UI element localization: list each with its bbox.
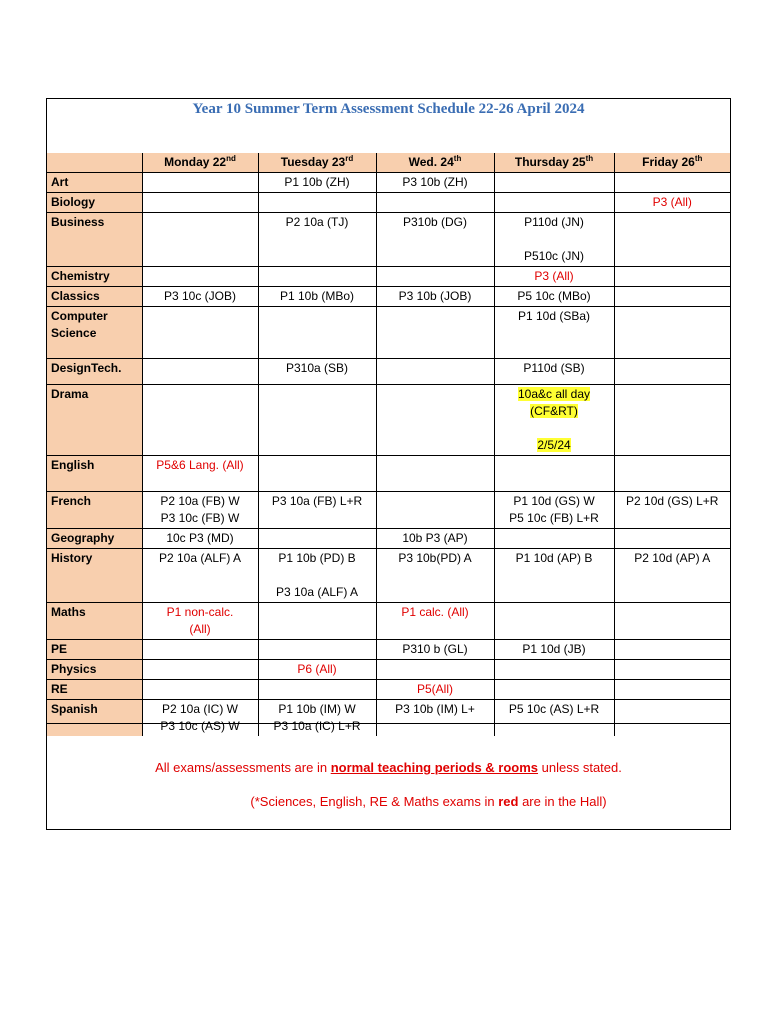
schedule-cell xyxy=(494,603,614,640)
schedule-cell xyxy=(376,660,494,680)
cell-line xyxy=(499,231,610,248)
cell-line: P3 10c (FB) W xyxy=(160,511,240,525)
cell-line: P310a (SB) xyxy=(285,361,349,375)
cell-line: P3 (All) xyxy=(534,269,574,283)
schedule-cell xyxy=(494,640,614,660)
schedule-cell xyxy=(376,307,494,359)
cell-line: P1 calc. (All) xyxy=(401,605,469,619)
schedule-cell xyxy=(494,193,614,213)
cell-line xyxy=(263,567,372,584)
table-row xyxy=(47,193,730,213)
schedule-cell xyxy=(258,193,376,213)
schedule-cell xyxy=(494,680,614,700)
schedule-cell xyxy=(376,680,494,700)
schedule-cell xyxy=(258,287,376,307)
schedule-cell xyxy=(142,492,258,529)
subject-label: History xyxy=(47,549,142,603)
schedule-cell xyxy=(614,359,730,385)
schedule-cell xyxy=(258,267,376,287)
table-row xyxy=(47,456,730,492)
schedule-cell xyxy=(494,529,614,549)
schedule-cell xyxy=(376,173,494,193)
schedule-cell xyxy=(142,267,258,287)
schedule-cell xyxy=(494,267,614,287)
schedule-table xyxy=(47,153,730,736)
cell-line: P5 10c (FB) L+R xyxy=(509,511,599,525)
cell-line: P1 10b (PD) B xyxy=(278,551,356,565)
table-row xyxy=(47,307,730,359)
schedule-cell xyxy=(376,267,494,287)
schedule-cell xyxy=(494,287,614,307)
subject-label: Chemistry xyxy=(47,267,142,287)
subject-label: Biology xyxy=(47,193,142,213)
table-row xyxy=(47,359,730,385)
schedule-cell xyxy=(376,549,494,603)
schedule-cell xyxy=(258,307,376,359)
schedule-cell xyxy=(614,492,730,529)
cell-line xyxy=(499,437,610,454)
cell-line: 10c P3 (MD) xyxy=(166,531,234,545)
day-header: Tuesday 23rd xyxy=(258,153,376,173)
table-row xyxy=(47,287,730,307)
cell-line: 10b P3 (AP) xyxy=(402,531,468,545)
schedule-cell xyxy=(614,660,730,680)
schedule-cell xyxy=(376,213,494,267)
subject-label: Business xyxy=(47,213,142,267)
cell-line xyxy=(499,403,610,420)
day-header: Friday 26th xyxy=(614,153,730,173)
schedule-cell xyxy=(258,492,376,529)
schedule-cell xyxy=(142,307,258,359)
subject-label: DesignTech. xyxy=(47,359,142,385)
schedule-cell xyxy=(614,529,730,549)
schedule-cell xyxy=(376,385,494,456)
subject-label: Spanish xyxy=(47,700,142,737)
schedule-cell xyxy=(376,603,494,640)
schedule-cell xyxy=(142,173,258,193)
schedule-cell xyxy=(494,173,614,193)
cell-line: P1 10b (IM) W xyxy=(278,702,356,716)
page-title: Year 10 Summer Term Assessment Schedule 22-26 April 2024 xyxy=(47,99,730,154)
cell-line: P2 10d (AP) A xyxy=(634,551,711,565)
cell-line: P3 10a (FB) L+R xyxy=(271,494,363,508)
schedule-cell xyxy=(142,549,258,603)
schedule-cell xyxy=(142,456,258,492)
schedule-cell xyxy=(142,603,258,640)
schedule-cell xyxy=(494,385,614,456)
table-row xyxy=(47,492,730,529)
cell-line: P2 10a (TJ) xyxy=(285,215,349,229)
schedule-cell xyxy=(142,660,258,680)
schedule-cell xyxy=(258,456,376,492)
schedule-cell xyxy=(494,213,614,267)
subject-label: Computer Science xyxy=(47,307,142,359)
schedule-cell xyxy=(142,193,258,213)
schedule-cell xyxy=(142,385,258,456)
schedule-cell xyxy=(614,680,730,700)
table-row xyxy=(47,173,730,193)
cell-line: P5 10c (AS) L+R xyxy=(508,702,600,716)
cell-line: P3 10b (JOB) xyxy=(398,289,472,303)
schedule-cell xyxy=(376,640,494,660)
subject-label: Geography xyxy=(47,529,142,549)
cell-line: P2 10a (FB) W xyxy=(160,494,240,508)
cell-line: P1 10b (MBo) xyxy=(279,289,355,303)
cell-line: (All) xyxy=(189,622,211,636)
cell-line: P3 10b (ZH) xyxy=(402,175,468,189)
schedule-cell xyxy=(142,287,258,307)
footer-notes xyxy=(47,723,730,829)
table-row xyxy=(47,267,730,287)
day-header: Thursday 25th xyxy=(494,153,614,173)
schedule-cell xyxy=(494,307,614,359)
schedule-cell xyxy=(614,640,730,660)
subject-label: French xyxy=(47,492,142,529)
cell-line: P110d (SB) xyxy=(523,361,585,375)
cell-line: P1 10d (GS) W xyxy=(513,494,595,508)
cell-line: P5&6 Lang. (All) xyxy=(156,458,244,472)
cell-line xyxy=(499,386,610,403)
schedule-cell xyxy=(258,640,376,660)
header-row xyxy=(47,153,730,173)
schedule-cell xyxy=(258,660,376,680)
schedule-frame xyxy=(46,98,731,830)
subject-label: English xyxy=(47,456,142,492)
schedule-cell xyxy=(376,529,494,549)
subject-label: Classics xyxy=(47,287,142,307)
schedule-cell xyxy=(258,385,376,456)
schedule-cell xyxy=(258,549,376,603)
schedule-cell xyxy=(614,456,730,492)
schedule-cell xyxy=(614,307,730,359)
cell-line: P310b (DG) xyxy=(402,215,468,229)
schedule-cell xyxy=(376,193,494,213)
cell-line: P3 10b(PD) A xyxy=(398,551,472,565)
cell-line: P1 10d (AP) B xyxy=(515,551,593,565)
cell-line: P310 b (GL) xyxy=(402,642,468,656)
schedule-cell xyxy=(614,385,730,456)
schedule-cell xyxy=(142,359,258,385)
subject-label: Physics xyxy=(47,660,142,680)
highlight-text: 10a&c all day xyxy=(517,387,591,401)
schedule-cell xyxy=(614,173,730,193)
footer-line-1: All exams/assessments are in normal teaching periods & rooms unless stated. xyxy=(155,760,622,775)
cell-line: P1 10d (SBa) xyxy=(517,309,591,323)
cell-line: P6 (All) xyxy=(297,662,337,676)
cell-line: P5 10c (MBo) xyxy=(517,289,591,303)
schedule-cell xyxy=(142,680,258,700)
schedule-cell xyxy=(376,456,494,492)
schedule-cell xyxy=(258,529,376,549)
cell-line xyxy=(499,420,610,437)
schedule-cell xyxy=(614,213,730,267)
table-row xyxy=(47,640,730,660)
schedule-cell xyxy=(614,193,730,213)
schedule-cell xyxy=(376,287,494,307)
schedule-cell xyxy=(258,213,376,267)
schedule-cell xyxy=(494,359,614,385)
day-header: Monday 22nd xyxy=(142,153,258,173)
table-row xyxy=(47,385,730,456)
schedule-cell xyxy=(376,492,494,529)
subject-label: Art xyxy=(47,173,142,193)
highlight-text: (CF&RT) xyxy=(530,404,578,418)
schedule-cell xyxy=(258,173,376,193)
cell-line: P5(All) xyxy=(416,682,453,696)
schedule-cell xyxy=(258,359,376,385)
table-row xyxy=(47,549,730,603)
schedule-cell xyxy=(614,287,730,307)
subject-label: RE xyxy=(47,680,142,700)
cell-line: P3 10c (JOB) xyxy=(163,289,237,303)
cell-line: P3 10c (AS) W xyxy=(160,719,240,733)
schedule-cell xyxy=(614,549,730,603)
table-row xyxy=(47,680,730,700)
cell-line: P2 10a (IC) W xyxy=(161,702,239,716)
table-row xyxy=(47,660,730,680)
highlight-text: 2/5/24 xyxy=(537,438,571,452)
subject-label: PE xyxy=(47,640,142,660)
table-row xyxy=(47,529,730,549)
schedule-cell xyxy=(494,456,614,492)
schedule-cell xyxy=(142,213,258,267)
footer-line-2: (*Sciences, English, RE & Maths exams in red are in the Hall) xyxy=(250,794,607,809)
schedule-cell xyxy=(494,549,614,603)
cell-line: P3 10a (IC) L+R xyxy=(273,719,361,733)
cell-line: P110d (JN) xyxy=(524,215,584,229)
cell-line: P510c (JN) xyxy=(523,249,585,263)
cell-line: P2 10d (GS) L+R xyxy=(626,494,719,508)
cell-line: P3 10a (ALF) A xyxy=(275,585,359,599)
schedule-cell xyxy=(614,267,730,287)
cell-line: P1 10d (JB) xyxy=(522,642,586,656)
schedule-cell xyxy=(258,680,376,700)
schedule-cell xyxy=(614,603,730,640)
table-row xyxy=(47,603,730,640)
schedule-cell xyxy=(494,660,614,680)
schedule-cell xyxy=(376,359,494,385)
subject-label: Drama xyxy=(47,385,142,456)
cell-line: P3 (All) xyxy=(652,195,692,209)
cell-line: P2 10a (ALF) A xyxy=(158,551,242,565)
cell-line: P1 10b (ZH) xyxy=(284,175,350,189)
schedule-cell xyxy=(494,492,614,529)
schedule-cell xyxy=(142,529,258,549)
cell-line: P1 non-calc. xyxy=(166,605,234,619)
table-row xyxy=(47,213,730,267)
header-corner xyxy=(47,153,142,173)
day-header: Wed. 24th xyxy=(376,153,494,173)
schedule-cell xyxy=(258,603,376,640)
schedule-cell xyxy=(142,640,258,660)
cell-line: P3 10b (IM) L+ xyxy=(395,702,475,716)
subject-label: Maths xyxy=(47,603,142,640)
